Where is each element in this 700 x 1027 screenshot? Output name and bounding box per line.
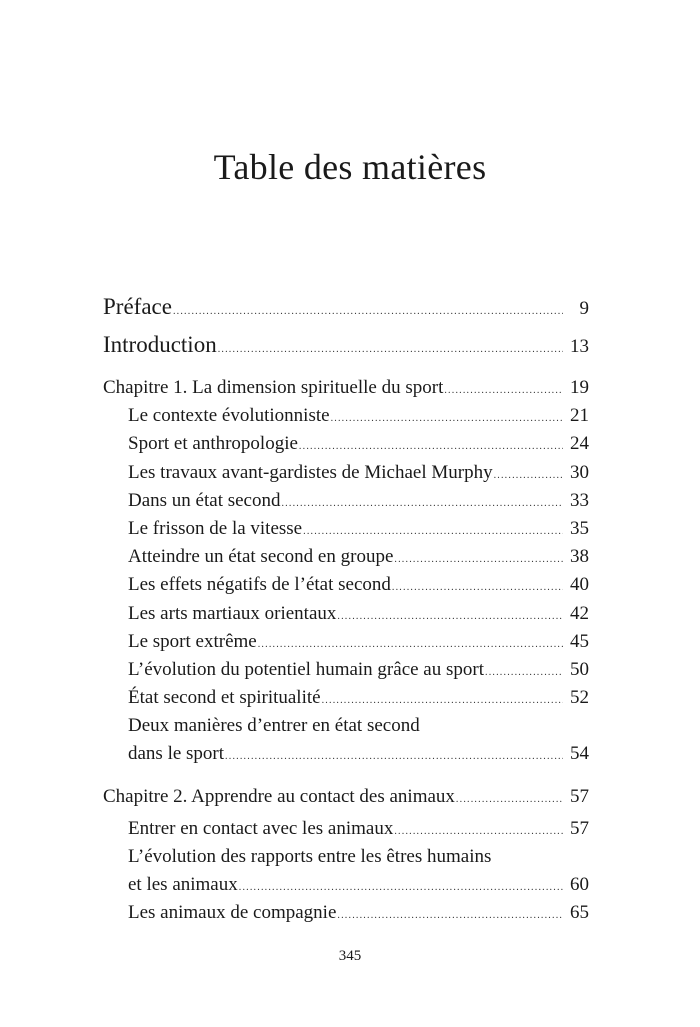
toc-entry-label: Atteindre un état second en groupe <box>128 546 394 568</box>
toc-entry-label: Les effets négatifs de l’état second <box>128 574 391 596</box>
toc-entry[interactable] <box>103 487 589 515</box>
toc-page-number: 33 <box>570 489 589 511</box>
toc-entry[interactable] <box>103 430 589 458</box>
toc-entry[interactable] <box>103 628 589 656</box>
toc-entry[interactable] <box>103 684 589 712</box>
toc-entry[interactable] <box>103 656 589 684</box>
dot-leader <box>337 902 563 930</box>
toc-entry[interactable] <box>103 543 589 571</box>
toc-entry-label: Les animaux de compagnie <box>128 902 337 924</box>
toc-page-number: 9 <box>579 298 589 319</box>
dot-leader <box>331 405 563 433</box>
dot-leader <box>218 331 563 369</box>
dot-leader <box>494 462 563 490</box>
toc-entry-chapter-1[interactable] <box>103 374 589 402</box>
toc-page-number: 50 <box>570 658 589 680</box>
toc-page-number: 35 <box>570 517 589 539</box>
toc-entry-label: Sport et anthropologie <box>128 433 298 455</box>
toc-page-number: 52 <box>570 687 589 709</box>
dot-leader <box>281 490 563 518</box>
dot-leader <box>485 659 563 687</box>
toc-page-number: 40 <box>570 574 589 596</box>
toc-page-number: 19 <box>570 377 589 398</box>
toc-entry[interactable] <box>103 515 589 543</box>
toc-page-number: 30 <box>570 461 589 483</box>
dot-leader <box>394 546 563 574</box>
toc-page-number: 65 <box>570 902 589 924</box>
toc-entry-label: Préface <box>103 294 172 319</box>
dot-leader <box>337 603 563 631</box>
dot-leader <box>322 687 563 715</box>
dot-leader <box>225 743 563 771</box>
toc-entry-label: Chapitre 2. Apprendre au contact des animaux <box>103 785 455 807</box>
toc-entry-label-line1: L’évolution des rapports entre les êtres humains <box>128 846 492 868</box>
toc-page-number: 24 <box>570 433 589 455</box>
toc-entry-label-line1: Deux manières d’entrer en état second <box>128 715 420 737</box>
toc-page-number: 45 <box>570 630 589 652</box>
toc-entry-preface[interactable] <box>103 288 589 326</box>
dot-leader <box>444 377 563 405</box>
toc-entry[interactable] <box>103 815 589 843</box>
toc-entry-label: Le contexte évolutionniste <box>128 405 330 427</box>
toc-entry-label: Les travaux avant-gardistes de Michael Murphy <box>128 461 493 483</box>
toc-entry-label: Le frisson de la vitesse <box>128 517 303 539</box>
toc-page-number: 38 <box>570 546 589 568</box>
dot-leader <box>239 874 563 902</box>
toc-entry-introduction[interactable] <box>103 326 589 364</box>
toc-entry-label-line2: et les animaux <box>128 874 238 896</box>
toc-entry[interactable] <box>103 459 589 487</box>
toc-page-number: 57 <box>570 817 589 839</box>
toc-page-number: 57 <box>570 785 589 807</box>
toc-entry[interactable] <box>103 571 589 599</box>
toc-entry-label: L’évolution du potentiel humain grâce au sport <box>128 658 484 680</box>
table-of-contents <box>103 288 589 928</box>
toc-entry-label-line2: dans le sport <box>128 743 225 765</box>
toc-entry-label: Introduction <box>103 332 217 357</box>
dot-leader <box>299 433 563 461</box>
dot-leader <box>303 518 563 546</box>
toc-entry-chapter-2[interactable] <box>103 783 589 811</box>
toc-entry-label: État second et spiritualité <box>128 687 321 709</box>
toc-entry-label: Chapitre 1. La dimension spirituelle du sport <box>103 377 444 398</box>
toc-entry[interactable] <box>103 899 589 927</box>
folio-page-number: 345 <box>338 948 362 964</box>
toc-page-number: 60 <box>570 874 589 896</box>
toc-entry-label: Les arts martiaux orientaux <box>128 602 337 624</box>
toc-page-number: 42 <box>570 602 589 624</box>
toc-entry-label: Entrer en contact avec les animaux <box>128 817 394 839</box>
toc-page-number: 54 <box>570 743 589 765</box>
toc-entry-label: Dans un état second <box>128 489 281 511</box>
toc-entry-multiline[interactable] <box>103 712 589 768</box>
dot-leader <box>258 631 563 659</box>
dot-leader <box>394 818 563 846</box>
dot-leader <box>392 574 563 602</box>
toc-entry-multiline[interactable] <box>103 843 589 899</box>
toc-page-number: 13 <box>570 336 589 357</box>
toc-entry[interactable] <box>103 402 589 430</box>
toc-page-number: 21 <box>570 405 589 427</box>
dot-leader <box>456 786 563 814</box>
toc-entry-label: Le sport extrême <box>128 630 257 652</box>
toc-entry[interactable] <box>103 600 589 628</box>
page-title: Table des matières <box>213 147 487 187</box>
